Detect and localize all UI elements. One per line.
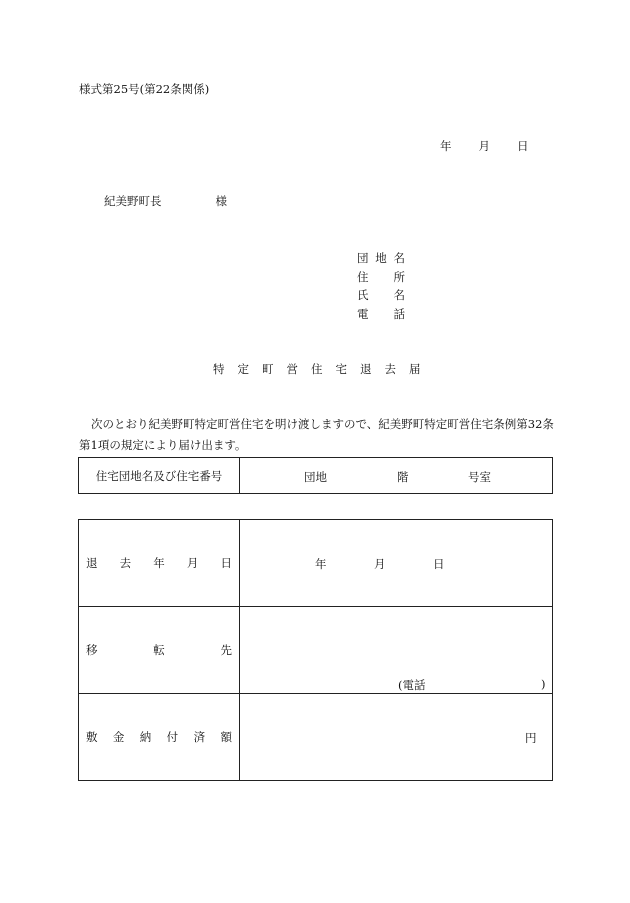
date-day-unit: 日 — [517, 139, 529, 153]
title-char: 住 — [311, 362, 323, 376]
new-address-label — [79, 607, 240, 694]
label-char: 済 — [193, 730, 206, 744]
new-address-row — [79, 607, 553, 694]
title-char: 特 — [213, 362, 225, 376]
label-char: 敷 — [86, 730, 98, 744]
date-month-unit: 月 — [478, 139, 490, 153]
form-number: 様式第25号(第22条関係) — [79, 82, 210, 96]
label-char: 納 — [139, 730, 152, 744]
document-title — [213, 361, 421, 377]
applicant-label-char: 住 — [357, 269, 369, 284]
applicant-name-row — [357, 286, 405, 305]
addressee-name: 紀美野町長 — [104, 194, 162, 208]
move-out-day-unit: 日 — [433, 557, 445, 571]
deposit-value — [240, 694, 553, 781]
applicant-block — [357, 249, 405, 323]
label-char: 年 — [153, 556, 165, 570]
applicant-label-char: 名 — [393, 251, 405, 266]
residence-label: 住宅団地名及び住宅番号 — [79, 458, 240, 494]
residence-table — [78, 457, 553, 494]
applicant-label-char: 団 — [357, 251, 369, 266]
label-char: 転 — [153, 643, 165, 657]
label-char: 付 — [166, 730, 179, 744]
applicant-phone-row — [357, 305, 405, 324]
applicant-label-char: 名 — [393, 288, 405, 303]
applicant-label-char: 所 — [393, 269, 405, 284]
applicant-label-char: 氏 — [357, 288, 369, 303]
yen-unit: 円 — [525, 731, 537, 745]
detail-table — [78, 519, 553, 781]
label-char: 日 — [220, 556, 232, 570]
label-char: 金 — [112, 730, 125, 744]
phone-close: ) — [541, 677, 546, 691]
date-year-unit: 年 — [440, 139, 452, 153]
label-char: 先 — [220, 643, 232, 657]
label-char: 移 — [86, 643, 98, 657]
move-out-date-label — [79, 520, 240, 607]
applicant-label-char: 地 — [375, 251, 387, 266]
label-char: 額 — [220, 730, 232, 744]
title-char: 届 — [409, 362, 421, 376]
move-out-date-row — [79, 520, 553, 607]
label-char: 去 — [119, 556, 132, 570]
submission-date — [440, 138, 529, 154]
move-out-year-unit: 年 — [315, 557, 327, 571]
deposit-label — [79, 694, 240, 781]
phone-open: (電話 — [398, 678, 426, 692]
title-char: 営 — [286, 362, 298, 376]
label-char: 退 — [86, 556, 98, 570]
residence-value-cell — [240, 458, 553, 494]
room-label: 号室 — [468, 470, 491, 484]
title-char: 町 — [262, 362, 274, 376]
title-char: 去 — [384, 362, 396, 376]
title-char: 定 — [237, 362, 249, 376]
label-char: 月 — [186, 556, 199, 570]
applicant-danchi-row — [357, 249, 405, 268]
title-char: 宅 — [335, 362, 347, 376]
title-char: 退 — [360, 362, 372, 376]
addressee — [104, 193, 227, 209]
addressee-honorific: 様 — [215, 194, 227, 208]
move-out-month-unit: 月 — [374, 557, 386, 571]
new-address-value — [240, 607, 553, 694]
move-out-date-value — [240, 520, 553, 607]
applicant-address-row — [357, 268, 405, 287]
applicant-label-char: 電 — [357, 306, 369, 321]
deposit-row — [79, 694, 553, 781]
danchi-label: 団地 — [304, 470, 327, 484]
floor-label: 階 — [397, 470, 409, 484]
body-text: 次のとおり紀美野町特定町営住宅を明け渡しますので、紀美野町特定町営住宅条例第32条第1項の規定により届け出ます。 — [79, 417, 554, 452]
applicant-label-char: 話 — [393, 306, 405, 321]
